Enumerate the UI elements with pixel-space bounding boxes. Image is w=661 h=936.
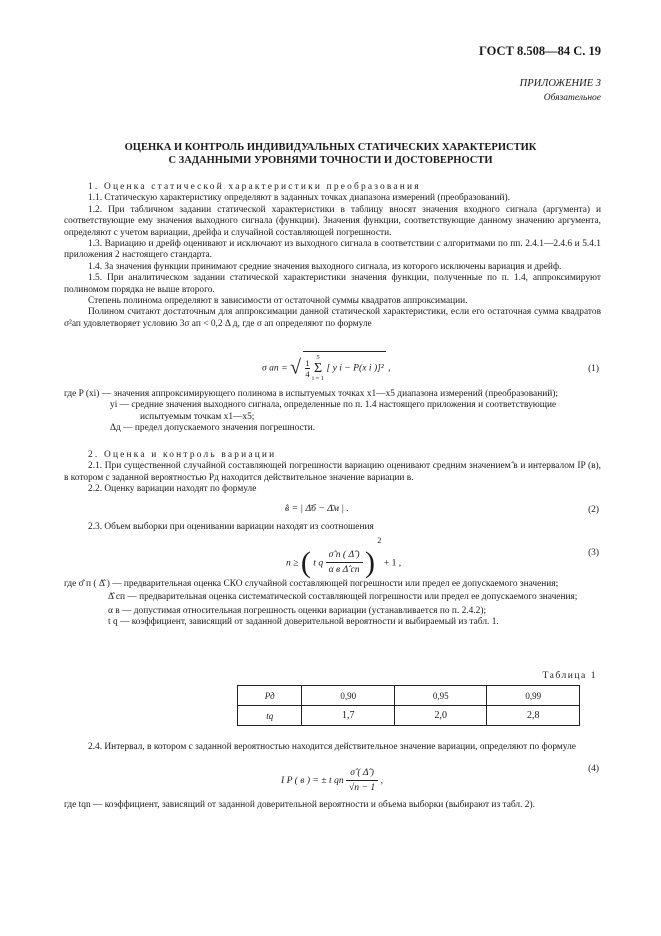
formula-4-fraction <box>346 766 378 795</box>
frac-num: 1 <box>305 358 310 368</box>
table-row <box>238 686 580 706</box>
para-2-4: 2.4. Интервал, в котором с заданной вероятностью находится действительное значение вариации, определяют по формуле <box>88 742 576 752</box>
formula-3-tq: t q <box>313 557 324 569</box>
equation-number-2: (2) <box>588 505 599 515</box>
sum-top: 5 <box>316 354 320 361</box>
where-1-item-2: yi — средние значения выходного сигнала, определенные по п. 1.4 настоящего приложения и соответствующие испытуемым точкам x1—x5; <box>110 400 557 422</box>
formula-3-fraction <box>326 548 363 577</box>
formula-4-denominator: √n − 1 <box>349 782 376 793</box>
formula-1 <box>262 351 391 383</box>
formula-3-tail: + 1 , <box>383 557 402 569</box>
where-2-item-4: t q — коэффициент, зависящий от заданной доверительной вероятности и выбираемый из табл. 1. <box>108 617 499 628</box>
formula-3-lhs: n ≥ <box>286 557 299 569</box>
table-cell: 1,7 <box>302 706 395 726</box>
where-block-2 <box>64 579 601 629</box>
equation-number-1: (1) <box>588 364 599 374</box>
sum-bottom: i = 1 <box>312 375 325 382</box>
document-title <box>60 142 601 167</box>
frac-den: 4 <box>305 369 310 379</box>
appendix-status: Обязательное <box>543 93 601 103</box>
formula-1-lhs: σ ап = <box>262 362 288 374</box>
frac-quarter <box>305 358 309 379</box>
para-1-1: 1.1. Статическую характеристику определяют в заданных точках диапазона измерений (преобразований). <box>88 193 510 204</box>
para-1-3: 1.3. Вариацию и дрейф оценивают и исключают из выходного сигнала в соответствии с алгоритмами по пп. 2.4.1—2.4.6 и 5.4.1 приложения 2 настоящего стандарта. <box>64 239 601 261</box>
appendix-label <box>520 77 601 105</box>
section-1-body <box>64 182 601 330</box>
page-header: ГОСТ 8.508—84 С. 19 <box>478 44 601 58</box>
paren-close: ) <box>364 545 375 579</box>
formula-4-numerator: σ̂ ( Δ̂ ) <box>346 766 378 781</box>
table-cell: tq <box>238 706 302 726</box>
para-1-2: 1.2. При табличном задании статической характеристики в таблицу вносят значения входного сигнала (аргумента) и соответствующие ему значения выходного сигнала (функции). Значения функции, соответствующие данному значению аргумента, определяют с учетом вариации, дрейфа и случайной составляющей погрешности. <box>64 204 601 238</box>
table-1-caption: Таблица 1 <box>542 670 597 681</box>
formula-3-power: 2 <box>377 536 382 545</box>
section-1-heading: 1. Оценка статической характеристики преобразования <box>88 182 421 192</box>
where-2-item-1: где σ̂ п ( Δ̂ ) — предварительная оценка СКО случайной составляющей погрешности или предел ее допускаемого значения; <box>64 579 559 589</box>
equation-number-4: (4) <box>588 764 599 774</box>
radicand <box>303 351 385 383</box>
section-2-heading: 2. Оценка и контроль вариации <box>88 450 277 460</box>
formula-3-numerator: σ̂ п ( Δ̂ ) <box>326 548 363 563</box>
para-1-5: 1.5. При аналитическом задании статической характеристики значения функции, полученные по п. 1.4, аппроксимируют полиномом порядка не выше второго. <box>64 273 601 295</box>
para-degree: Степень полинома определяют в зависимости от остаточной суммы квадратов аппроксимации. <box>88 296 468 307</box>
table-cell: 0,95 <box>394 686 487 706</box>
para-2-2: 2.2. Оценку вариации находят по формуле <box>88 484 257 495</box>
equation-number-3: (3) <box>588 548 599 558</box>
title-line-1: ОЦЕНКА И КОНТРОЛЬ ИНДИВИДУАЛЬНЫХ СТАТИЧЕСКИХ ХАРАКТЕРИСТИК <box>124 142 537 153</box>
where-block-1 <box>64 389 601 435</box>
where-1-item-3: Δд — предел допускаемого значения погрешности. <box>110 423 316 434</box>
sum-operator <box>312 354 324 383</box>
para-1-4: 1.4. За значения функции принимают средние значения выходного сигнала, из которого исключены вариация и дрейф. <box>88 261 562 272</box>
formula-2: ̂в = | Δ̄б − Δ̄м | . <box>285 503 349 514</box>
section-2-body <box>64 450 601 496</box>
table-row <box>238 706 580 726</box>
table-cell: 0,90 <box>302 686 395 706</box>
para-2-4-block <box>64 742 601 753</box>
formula-4 <box>281 766 383 795</box>
formula-4-tail: , <box>380 775 383 786</box>
formula-4-lhs: I P ( в ) = ± t qn <box>281 775 344 786</box>
table-cell: 0,99 <box>487 686 580 706</box>
where-2-item-2: Δ̂ сп — предварительная оценка систематической составляющей погрешности или предел ее допускаемого значения; <box>108 592 578 603</box>
table-1 <box>237 685 580 726</box>
table-cell: 2,0 <box>394 706 487 726</box>
title-line-2: С ЗАДАННЫМИ УРОВНЯМИ ТОЧНОСТИ И ДОСТОВЕРНОСТИ <box>168 154 493 166</box>
para-2-1: 2.1. При существенной случайной составляющей погрешности вариацию оценивают средним значением ̂в и интервалом IP (в), в котором с заданной вероятностью Pд находится действительное значение вариации в. <box>64 461 601 483</box>
where-2-item-3: α в — допустимая относительная погрешность оценки вариации (устанавливается по п. 2.4.2); <box>108 605 487 616</box>
table-cell: 2,8 <box>487 706 580 726</box>
para-2-3: 2.3. Объем выборки при оценивании вариации находят из соотношения <box>88 522 374 532</box>
formula-1-tail: , <box>388 362 391 374</box>
paren-open: ( <box>300 545 311 579</box>
appendix-number: ПРИЛОЖЕНИЕ 3 <box>519 78 601 89</box>
sigma-symbol: Σ <box>313 361 323 376</box>
table-cell: Pд <box>238 686 302 706</box>
para-polynomial: Полином считают достаточным для аппроксимации данной статической характеристики, если его остаточная сумма квадратов σ²ап удовлетворяет условию 3σ ап < 0,2 Δ д, где σ ап определяют по формуле <box>64 307 601 329</box>
formula-3 <box>286 536 401 580</box>
where-1-item-1: где P (xi) — значения аппроксимирующего полинома в испытуемых точках x1—x5 диапазона измерений (преобразований); <box>64 389 558 399</box>
formula-1-body: [ y i − P(x i )]² <box>326 362 384 374</box>
radical-sign: √ <box>290 356 301 379</box>
para-2-3-block <box>64 522 601 533</box>
where-block-3: где tqn — коэффициент, зависящий от заданной доверительной вероятности и объема выборки (выбирают из табл. 2). <box>64 800 535 810</box>
formula-3-denominator: α в Δ̂ сп <box>328 564 360 576</box>
